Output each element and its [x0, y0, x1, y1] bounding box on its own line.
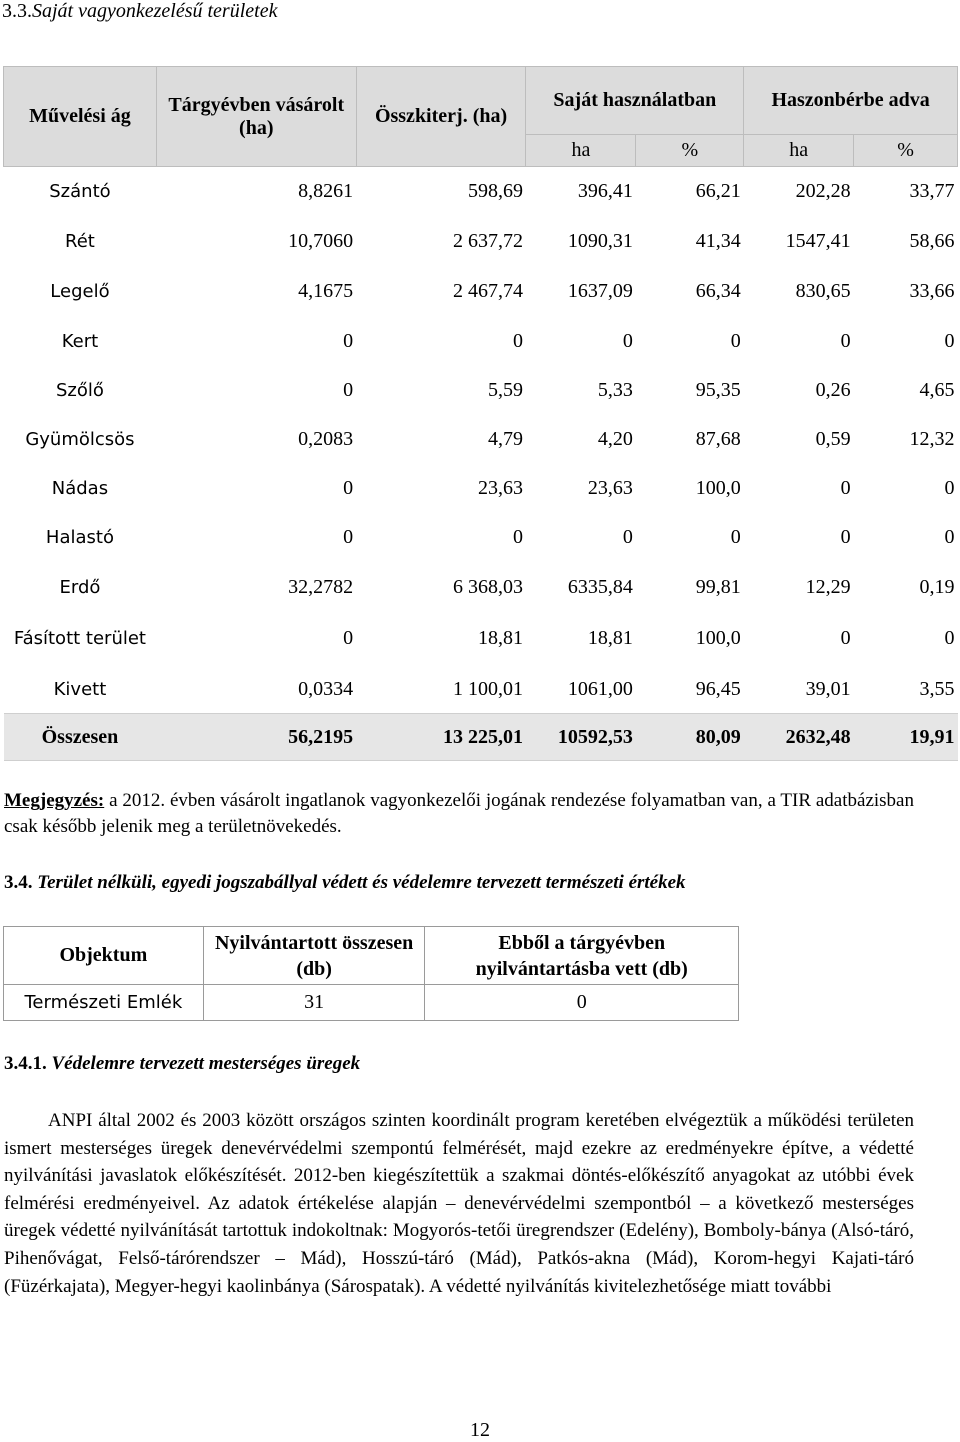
header-sajat: Saját használatban — [526, 67, 744, 135]
header-objektum: Objektum — [4, 927, 204, 985]
natural-values-table — [3, 926, 739, 1021]
body-text: ANPI által 2002 és 2003 között országos szinten koordinált program keretében elvégeztük a működési területen ismert mesterséges üregek denevérvédelmi szempontú felmérését, majd ezekre az eredményekre építve, a védetté nyilvánítási javaslatok előkészítését. 2012-ben kiegészítettük a szakmai döntés-előkészítő anyagokat az utóbbi évek felmérési eredményeivel. Az adatok értékelése alapján – denevérvédelmi szempontból – a következő mesterséges üregek védetté nyilvánítását tartottuk indokoltnak: Mogyorós-tetői üregrendszer (Edelény), Bomboly-bánya (Alsó-táró, Pihenővágat, Felső-tárórendszer – Mád), Hosszú-táró (Mád), Patkós-akna (Mád), Korom-hegyi Kajati-táró (Füzérkajata), Megyer-hegyi kaolinbánya (Sárospatak). A védetté nyilvánítás kivitelezhetősége miatt további — [4, 1110, 914, 1297]
table-row: Nádas 0 23,63 23,63 100,0 0 0 — [51, 476, 955, 499]
header-ebbol: Ebből a tárgyévben nyilvántartásba vett (db) — [425, 927, 739, 985]
header-osszkiterj: Összkiterj. (ha) — [356, 67, 526, 167]
section-34-number: 3.4. — [4, 872, 33, 893]
header-pct: % — [636, 135, 744, 167]
section-341-number: 3.4.1. — [4, 1053, 47, 1074]
header-nyilvantartott: Nyilvántartott összesen (db) — [203, 927, 425, 985]
table-row: Gyümölcsös 0,2083 4,79 4,20 87,68 0,59 12,32 — [25, 427, 955, 450]
note-paragraph — [4, 788, 914, 840]
header-haszonberbe: Haszonbérbe adva — [744, 67, 958, 135]
table-row: Természeti Emlék 31 0 — [4, 985, 739, 1021]
table-row: Szántó 8,8261 598,69 396,41 66,21 202,28 33,77 — [49, 180, 955, 203]
table-row: Rét 10,7060 2 637,72 1090,31 41,34 1547,41 58,66 — [65, 230, 955, 252]
header-ha: ha — [526, 135, 636, 167]
section-341-heading — [4, 1053, 360, 1075]
table-row: Fásított terület 0 18,81 18,81 100,0 0 0 — [13, 627, 955, 649]
section-34-heading — [4, 872, 686, 894]
table-row: Legelő 4,1675 2 467,74 1637,09 66,34 830,65 33,66 — [50, 280, 955, 302]
header-pct: % — [854, 135, 958, 167]
header-muvelesi-ag: Művelési ág — [4, 67, 157, 167]
section-341-title: Védelemre tervezett mesterséges üregek — [51, 1053, 361, 1074]
section-title: Saját vagyonkezelésű területek — [32, 0, 278, 22]
header-targyevben: Tárgyévben vásárolt (ha) — [156, 67, 356, 167]
page-number: 12 — [470, 1419, 490, 1441]
body-paragraph — [4, 1107, 914, 1300]
note-label: Megjegyzés: — [4, 790, 105, 811]
section-34-title: Terület nélküli, egyedi jogszabállyal védett és védelemre tervezett természeti értékek — [37, 872, 686, 893]
note-text: a 2012. évben vásárolt ingatlanok vagyonkezelői jogának rendezése folyamatban van, a TIR adatbázisban csak később jelenik meg a területnövekedés. — [4, 790, 914, 837]
table-row: Erdő 32,2782 6 368,03 6335,84 99,81 12,29 0,19 — [59, 575, 955, 598]
land-use-table — [3, 66, 958, 761]
header-ha: ha — [744, 135, 854, 167]
table-row: Halastó 0 0 0 0 0 0 — [45, 526, 955, 548]
table-total-row: Összesen 56,2195 13 225,01 10592,53 80,09 2632,48 19,91 — [4, 714, 958, 761]
table-row: Kert 0 0 0 0 0 0 — [61, 329, 955, 352]
section-number: 3.3. — [2, 0, 32, 22]
table-row: Szőlő 0 5,59 5,33 95,35 0,26 4,65 — [55, 378, 955, 401]
section-heading — [2, 0, 277, 23]
table-row: Kivett 0,0334 1 100,01 1061,00 96,45 39,01 3,55 — [53, 677, 955, 700]
